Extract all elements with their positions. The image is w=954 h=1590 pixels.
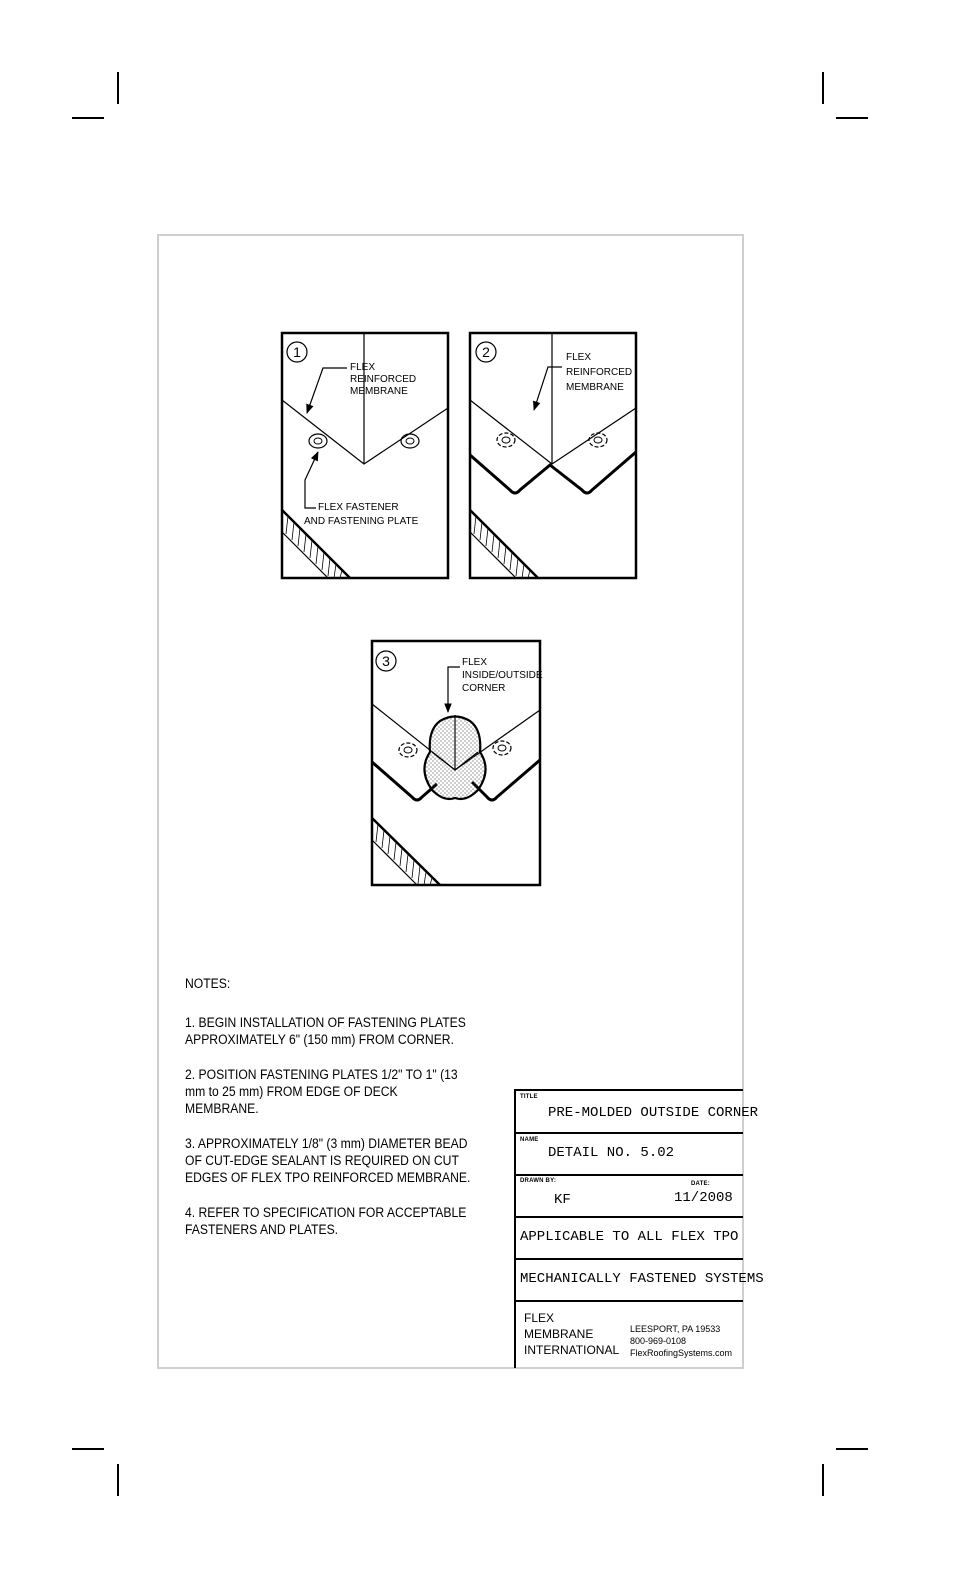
drawn-by-label: DRAWN BY: bbox=[520, 1178, 557, 1184]
company-row bbox=[516, 1302, 743, 1368]
molded-corner-icon bbox=[424, 715, 485, 799]
detail-1-label: MEMBRANE bbox=[350, 386, 408, 397]
detail-2-number: 2 bbox=[482, 344, 490, 360]
detail-3-panel bbox=[372, 641, 543, 885]
name-label: NAME bbox=[520, 1137, 539, 1143]
date-label: DATE: bbox=[691, 1181, 710, 1187]
company-address: LEESPORT, PA 19533 bbox=[630, 1324, 721, 1334]
detail-1-panel bbox=[282, 333, 448, 578]
applicable-row bbox=[516, 1216, 743, 1260]
applicable-text: APPLICABLE TO ALL FLEX TPO bbox=[520, 1229, 739, 1245]
company-name-line: FLEX bbox=[524, 1311, 555, 1325]
title-label: TITLE bbox=[520, 1094, 538, 1100]
detail-1-label: REINFORCED bbox=[350, 374, 417, 385]
detail-2-label: REINFORCED bbox=[566, 367, 633, 378]
detail-2-panel bbox=[470, 333, 636, 578]
drawing-title: PRE-MOLDED OUTSIDE CORNER bbox=[548, 1105, 759, 1121]
detail-2-label: FLEX bbox=[566, 352, 592, 363]
company-website: FlexRoofingSystems.com bbox=[630, 1348, 733, 1358]
detail-1-label: FLEX bbox=[350, 362, 376, 373]
note-item: 4. REFER TO SPECIFICATION FOR ACCEPTABLE FASTENERS AND PLATES. bbox=[185, 1205, 467, 1237]
detail-1-number: 1 bbox=[293, 344, 301, 360]
note-item: 1. BEGIN INSTALLATION OF FASTENING PLATES APPROXIMATELY 6" (150 mm) FROM CORNER. bbox=[185, 1015, 466, 1047]
detail-3-label: FLEX bbox=[462, 657, 488, 668]
detail-number: DETAIL NO. 5.02 bbox=[548, 1145, 675, 1161]
name-row bbox=[516, 1132, 743, 1176]
note-item: 3. APPROXIMATELY 1/8" (3 mm) DIAMETER BEAD OF CUT-EDGE SEALANT IS REQUIRED ON CUT EDGES OF FLEX TPO REINFORCED MEMBRANE. bbox=[185, 1136, 471, 1185]
note-item: 2. POSITION FASTENING PLATES 1/2" TO 1" (13 mm to 25 mm) FROM EDGE OF DECK MEMBRANE. bbox=[185, 1067, 458, 1116]
company-phone: 800-969-0108 bbox=[630, 1336, 687, 1346]
detail-1-label: FLEX FASTENER bbox=[318, 502, 399, 513]
company-name-line: INTERNATIONAL bbox=[524, 1343, 620, 1357]
detail-3-number: 3 bbox=[382, 653, 390, 669]
title-row bbox=[516, 1091, 759, 1134]
drawn-by-value: KF bbox=[554, 1192, 571, 1208]
notes-section bbox=[185, 975, 473, 1256]
detail-2-label: MEMBRANE bbox=[566, 382, 624, 393]
detail-3-label: CORNER bbox=[462, 683, 506, 694]
systems-text: MECHANICALLY FASTENED SYSTEMS bbox=[520, 1271, 764, 1287]
drawn-by-row bbox=[516, 1174, 743, 1218]
notes-heading: NOTES: bbox=[185, 976, 231, 991]
systems-row bbox=[516, 1258, 764, 1302]
title-block bbox=[514, 1089, 764, 1368]
detail-1-label: AND FASTENING PLATE bbox=[304, 516, 419, 527]
detail-3-label: INSIDE/OUTSIDE bbox=[462, 670, 543, 681]
date-value: 11/2008 bbox=[674, 1190, 733, 1206]
company-name-line: MEMBRANE bbox=[524, 1327, 594, 1341]
